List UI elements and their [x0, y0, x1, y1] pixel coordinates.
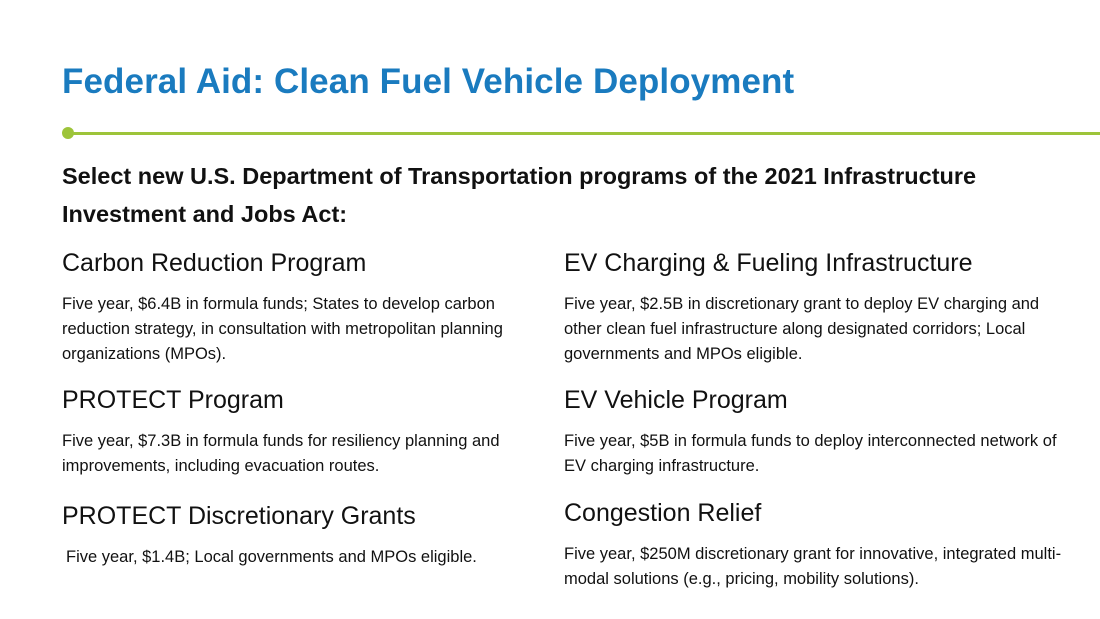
program-carbon-reduction	[62, 247, 562, 367]
program-description: Five year, $1.4B; Local governments and MPOs eligible.	[66, 548, 477, 566]
program-name: Congestion Relief	[564, 499, 762, 527]
program-name: EV Charging & Fueling Infrastructure	[564, 249, 973, 277]
program-ev-charging-fueling	[564, 247, 1064, 367]
divider-line	[68, 132, 1100, 135]
program-name: EV Vehicle Program	[564, 386, 788, 414]
program-description: Five year, $7.3B in formula funds for resiliency planning and improvements, including evacuation routes.	[62, 432, 500, 475]
program-description: Five year, $250M discretionary grant for innovative, integrated multi-modal solutions (e.g., pricing, mobility solutions).	[564, 545, 1062, 588]
program-congestion-relief	[564, 497, 1064, 592]
program-name: PROTECT Discretionary Grants	[62, 502, 416, 530]
page-subtitle: Select new U.S. Department of Transportation programs of the 2021 Infrastructure Investment and Jobs Act:	[62, 163, 977, 227]
program-name: PROTECT Program	[62, 386, 284, 414]
page-title: Federal Aid: Clean Fuel Vehicle Deployment	[62, 62, 795, 101]
program-protect	[62, 384, 562, 479]
program-description: Five year, $6.4B in formula funds; States to develop carbon reduction strategy, in consultation with metropolitan planning organizations (MPOs).	[62, 295, 503, 363]
program-ev-vehicle	[564, 384, 1064, 479]
program-protect-discretionary-grants	[62, 500, 562, 570]
program-description: Five year, $5B in formula funds to deploy interconnected network of EV charging infrastructure.	[564, 432, 1057, 475]
program-description: Five year, $2.5B in discretionary grant to deploy EV charging and other clean fuel infrastructure along designated corridors; Local governments and MPOs eligible.	[564, 295, 1040, 363]
program-name: Carbon Reduction Program	[62, 249, 367, 277]
